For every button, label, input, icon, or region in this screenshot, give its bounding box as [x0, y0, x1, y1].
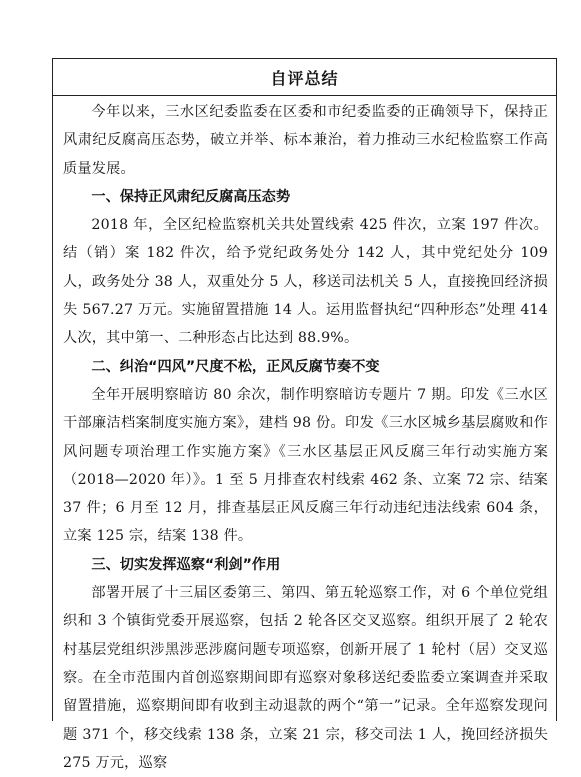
summary-table	[52, 58, 557, 771]
section-body-2: 全年开展明察暗访 80 余次，制作明察暗访专题片 7 期。印发《三水区干部廉洁档案制度实施方案》，建档 98 份。印发《三水区城乡基层腐败和作风问题专项治理工作实施方案》《三水区基层正风反腐三年行动实施方案（2018—2020 年）》。1 至 5 月排查农村线索 462 条、立案 72 宗、结案 37 件；6 月至 12 月，排查基层正风反腐三年行动违纪违法线索 604 条，立案 125 宗，结案 138 件。	[63, 386, 548, 545]
intro-paragraph: 今年以来，三水区纪委监委在区委和市纪委监委的正确领导下，保持正风肃纪反腐高压态势，破立并举、标本兼治，着力推动三水纪检监察工作高质量发展。	[63, 104, 548, 177]
section-heading-2: 二、纠治“四风”尺度不松，正风反腐节奏不变	[91, 358, 380, 375]
section-heading-3: 三、切实发挥巡察“利剑”作用	[91, 556, 281, 573]
section-heading-1: 一、保持正风肃纪反腐高压态势	[91, 188, 291, 205]
section-body-3: 部署开展了十三届区委第三、第四、第五轮巡察工作，对 6 个单位党组织和 3 个镇街党委开展巡察，包括 2 轮各区交叉巡察。组织开展了 2 轮农村基层党组织涉黑涉恶涉腐问题专项巡察，创新开展了 1 轮村（居）交叉巡察。在全市范围内首创巡察期间即有巡察对象移送纪委监委立案调查并采取留置措施，巡察期间即有收到主动退款的两个“第一”记录。全年巡察发现问题 371 个，移交线索 138 条，立案 21 宗，移交司法 1 人，挽回经济损失 275 万元，巡察	[63, 585, 548, 771]
document-title: 自评总结	[53, 59, 556, 96]
section-body-1: 2018 年，全区纪检监察机关共处置线索 425 件次，立案 197 件次。结（销）案 182 件次，给予党纪政务处分 142 人，其中党纪处分 109 人，政务处分 38 人，双重处分 5 人，移送司法机关 5 人，直接挽回经济损失 567.27 万元。实施留置措施 14 人。运用监督执纪“四种形态”处理 414 人次，其中第一、二种形态占比达到 88.9%。	[63, 217, 548, 347]
document-body	[53, 96, 556, 777]
